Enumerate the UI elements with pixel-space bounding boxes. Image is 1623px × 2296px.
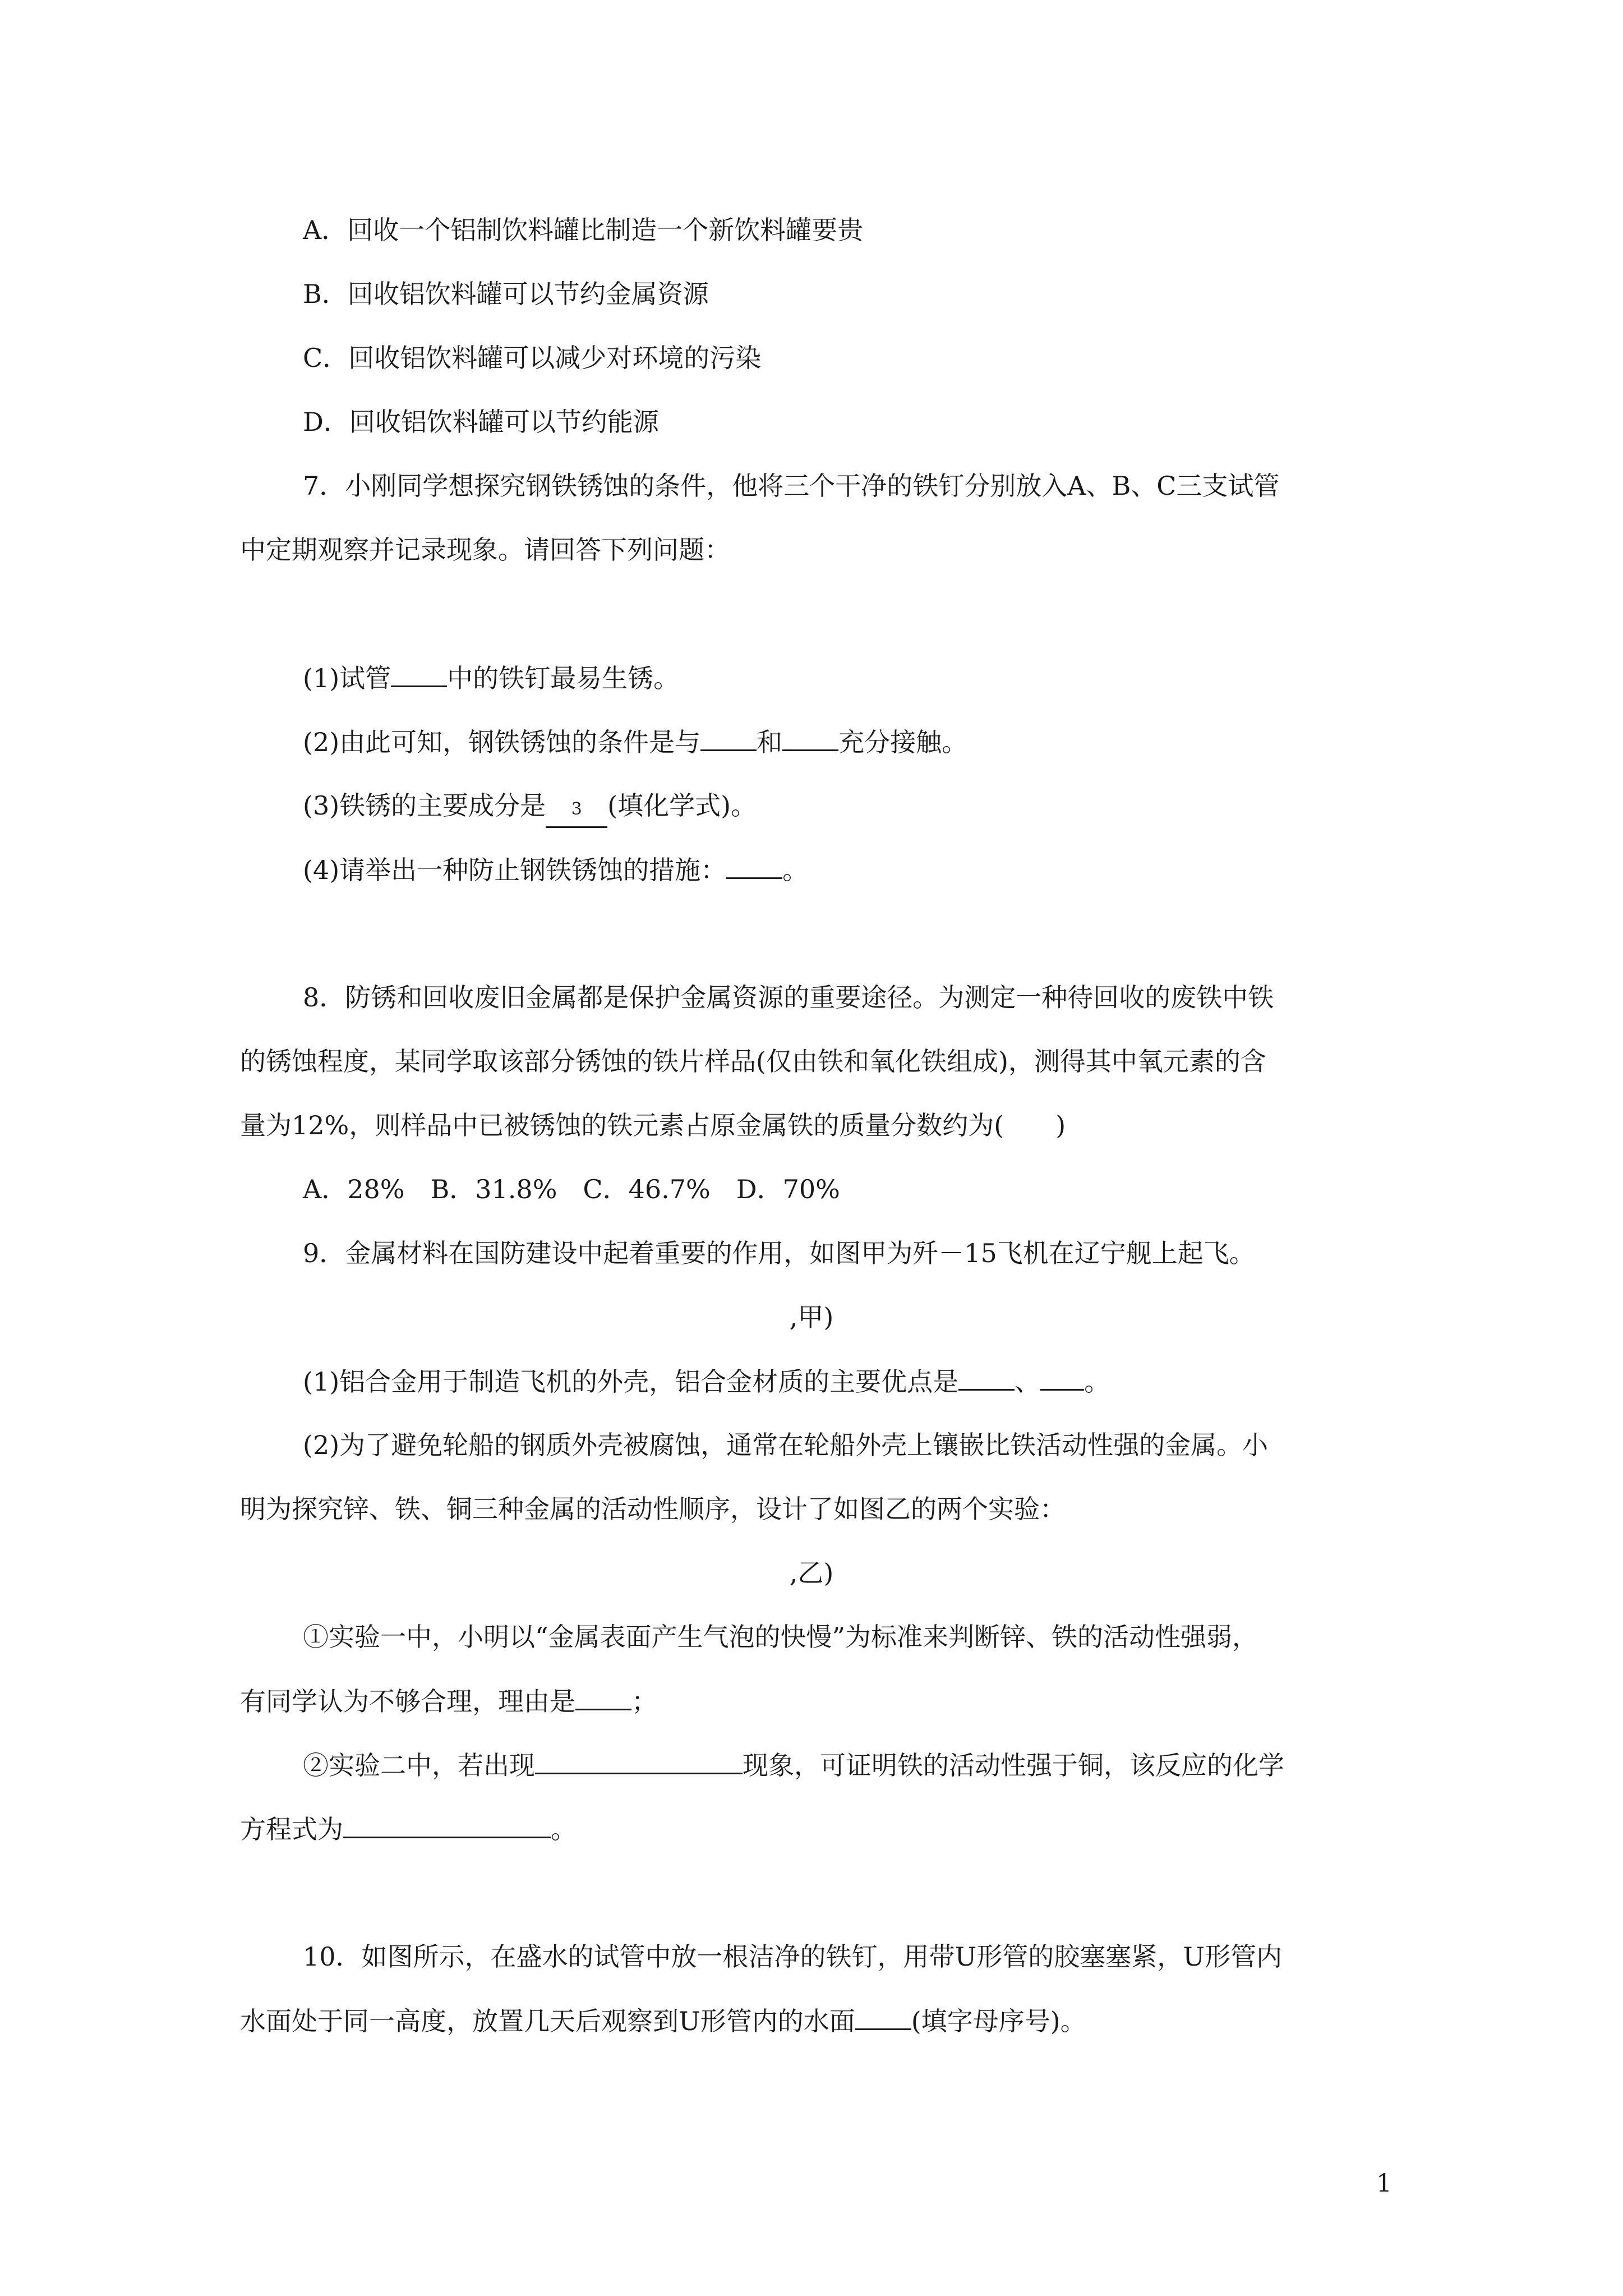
- q9-part1: [303, 1364, 1402, 1398]
- q7-part4-text-b: 。: [782, 855, 809, 885]
- q7-part1-text-a: (1)试管: [303, 663, 391, 693]
- q8-line2: 的锈蚀程度，某同学取该部分锈蚀的铁片样品(仅由铁和氧化铁组成)，测得其中氧元素的含: [240, 1046, 1266, 1076]
- answer-blank[interactable]: [782, 725, 838, 751]
- answer-blank-marked[interactable]: 3: [546, 793, 607, 828]
- answer-blank[interactable]: [391, 661, 447, 687]
- q7-stem-line2: 中定期观察并记录现象。请回答下列问题：: [240, 535, 730, 565]
- q7-part2: [303, 725, 1402, 759]
- answer-blank[interactable]: [343, 1812, 551, 1838]
- q9-exp2-text-c: 方程式为: [240, 1814, 343, 1844]
- q10-text-a: 水面处于同一高度，放置几天后观察到U形管内的水面: [240, 2006, 855, 2036]
- q8-line3: 量为12%，则样品中已被锈蚀的铁元素占原金属铁的质量分数约为( ): [240, 1110, 1066, 1140]
- q7-stem-line1: 7．小刚同学想探究钢铁锈蚀的条件，他将三个干净的铁钉分别放入A、B、C三支试管: [303, 471, 1280, 501]
- q9-part2-line2: 明为探究锌、铁、铜三种金属的活动性顺序，设计了如图乙的两个实验：: [240, 1494, 1066, 1524]
- q9-exp1-text-b: ；: [631, 1686, 657, 1717]
- q8-line1: 8．防锈和回收废旧金属都是保护金属资源的重要途径。为测定一种待回收的废铁中铁: [303, 982, 1274, 1013]
- q9-part1-text-a: (1)铝合金用于制造飞机的外壳，铝合金材质的主要优点是: [303, 1366, 959, 1397]
- q9-exp2-text-d: 。: [551, 1814, 577, 1844]
- page-number: 1: [1376, 2169, 1392, 2198]
- q8-options: A．28% B．31.8% C．46.7% D．70%: [303, 1174, 840, 1204]
- q9-part1-text-b: 、: [1015, 1366, 1041, 1397]
- answer-blank[interactable]: [700, 725, 757, 751]
- q10-text-b: (填字母序号)。: [911, 2006, 1086, 2036]
- q7-part3: [303, 789, 1402, 828]
- q10-line2: [240, 2004, 1339, 2038]
- q7-part2-text-b: 和: [757, 727, 783, 757]
- q6-option-b: B．回收铝饮料罐可以节约金属资源: [303, 279, 709, 309]
- q9-exp1-line2: [240, 1684, 1339, 1718]
- answer-blank[interactable]: [958, 1364, 1015, 1391]
- q9-part1-text-c: 。: [1084, 1366, 1110, 1397]
- q7-part2-text-c: 充分接触。: [838, 727, 968, 757]
- answer-blank[interactable]: [726, 853, 782, 879]
- answer-blank[interactable]: [535, 1748, 743, 1774]
- q7-part1-text-b: 中的铁钉最易生锈。: [447, 663, 680, 693]
- q6-option-d: D．回收铝饮料罐可以节约能源: [303, 407, 659, 437]
- q7-part2-text-a: (2)由此可知，钢铁锈蚀的条件是与: [303, 727, 701, 757]
- q6-option-a: A．回收一个铝制饮料罐比制造一个新饮料罐要贵: [303, 215, 864, 245]
- answer-blank[interactable]: [855, 2004, 911, 2030]
- q7-part3-text-a: (3)铁锈的主要成分是: [303, 790, 546, 821]
- q9-figure-yi-caption: ,乙): [789, 1558, 834, 1588]
- answer-blank[interactable]: [575, 1684, 631, 1710]
- q7-part3-text-b: (填化学式)。: [607, 790, 757, 821]
- q7-part1: [303, 661, 1402, 695]
- q9-exp2-line1: [303, 1748, 1402, 1782]
- q9-exp2-text-a: ②实验二中，若出现: [303, 1750, 535, 1780]
- q9-figure-jia-caption: ,甲): [789, 1302, 834, 1332]
- answer-blank[interactable]: [1040, 1364, 1084, 1391]
- q7-part4-text-a: (4)请举出一种防止钢铁锈蚀的措施：: [303, 855, 727, 885]
- q9-exp2-line2: [240, 1812, 1339, 1846]
- q9-exp1-line1: ①实验一中，小明以“金属表面产生气泡的快慢”为标准来判断锌、铁的活动性强弱，: [303, 1622, 1258, 1652]
- q9-exp2-text-b: 现象，可证明铁的活动性强于铜，该反应的化学: [743, 1750, 1284, 1780]
- q6-option-c: C．回收铝饮料罐可以减少对环境的污染: [303, 343, 762, 373]
- q7-part4: [303, 853, 1402, 887]
- q10-line1: 10．如图所示，在盛水的试管中放一根洁净的铁钉，用带U形管的胶塞塞紧，U形管内: [303, 1941, 1283, 1972]
- q9-stem: 9．金属材料在国防建设中起着重要的作用，如图甲为歼－15飞机在辽宁舰上起飞。: [303, 1238, 1255, 1268]
- q9-part2-line1: (2)为了避免轮船的钢质外壳被腐蚀，通常在轮船外壳上镶嵌比铁活动性强的金属。小: [303, 1430, 1269, 1460]
- q9-exp1-text-a: 有同学认为不够合理，理由是: [240, 1686, 575, 1717]
